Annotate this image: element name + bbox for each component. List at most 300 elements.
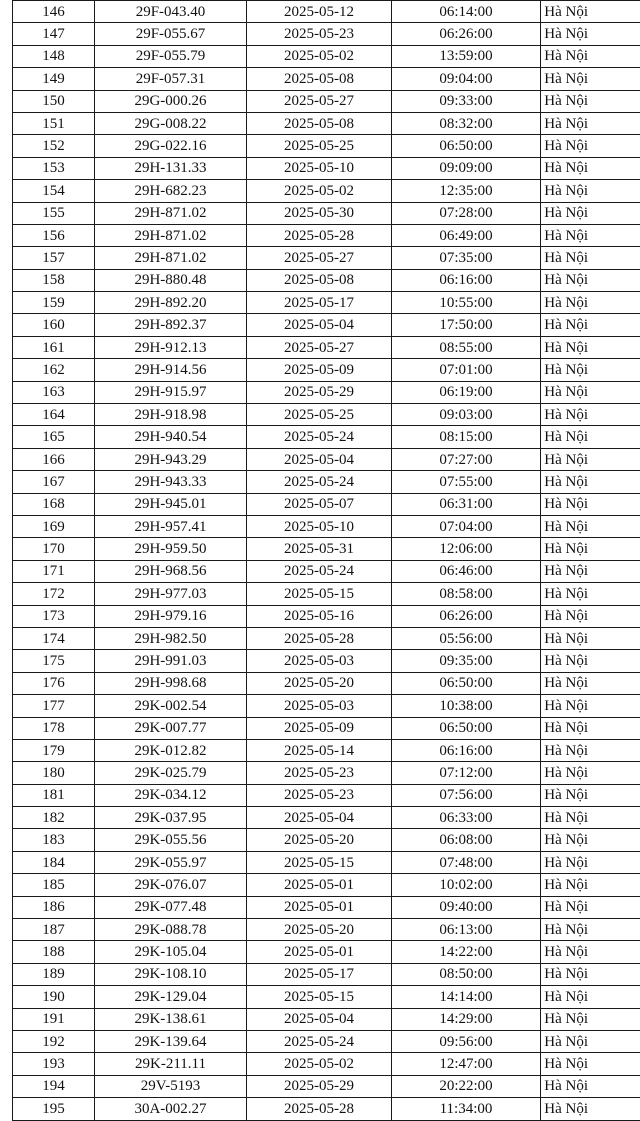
row-number-cell: 154 bbox=[13, 180, 95, 202]
table-row bbox=[13, 1098, 640, 1120]
table-row bbox=[13, 359, 640, 381]
location-cell: Hà Nội bbox=[541, 90, 640, 112]
row-number-cell: 163 bbox=[13, 381, 95, 403]
time-cell: 14:29:00 bbox=[392, 1008, 541, 1030]
date-cell: 2025-05-15 bbox=[247, 986, 392, 1008]
date-cell: 2025-05-08 bbox=[247, 112, 392, 134]
date-cell: 2025-05-01 bbox=[247, 896, 392, 918]
date-cell: 2025-05-27 bbox=[247, 336, 392, 358]
row-number-cell: 195 bbox=[13, 1098, 95, 1120]
row-number-cell: 164 bbox=[13, 404, 95, 426]
time-cell: 09:56:00 bbox=[392, 1030, 541, 1052]
row-number-cell: 182 bbox=[13, 807, 95, 829]
location-cell: Hà Nội bbox=[541, 493, 640, 515]
row-number-cell: 162 bbox=[13, 359, 95, 381]
date-cell: 2025-05-27 bbox=[247, 90, 392, 112]
date-cell: 2025-05-24 bbox=[247, 1030, 392, 1052]
row-number-cell: 158 bbox=[13, 269, 95, 291]
date-cell: 2025-05-09 bbox=[247, 717, 392, 739]
location-cell: Hà Nội bbox=[541, 1098, 640, 1120]
date-cell: 2025-05-14 bbox=[247, 739, 392, 761]
location-cell: Hà Nội bbox=[541, 1, 640, 23]
violation-list-sheet bbox=[12, 0, 640, 1121]
date-cell: 2025-05-09 bbox=[247, 359, 392, 381]
row-number-cell: 148 bbox=[13, 45, 95, 67]
table-row bbox=[13, 829, 640, 851]
time-cell: 09:40:00 bbox=[392, 896, 541, 918]
violation-table bbox=[12, 0, 640, 1121]
row-number-cell: 191 bbox=[13, 1008, 95, 1030]
license-plate-cell: 29H-977.03 bbox=[95, 583, 247, 605]
time-cell: 08:50:00 bbox=[392, 963, 541, 985]
time-cell: 13:59:00 bbox=[392, 45, 541, 67]
time-cell: 06:16:00 bbox=[392, 269, 541, 291]
row-number-cell: 174 bbox=[13, 627, 95, 649]
row-number-cell: 171 bbox=[13, 560, 95, 582]
time-cell: 07:27:00 bbox=[392, 448, 541, 470]
table-row bbox=[13, 851, 640, 873]
time-cell: 06:50:00 bbox=[392, 717, 541, 739]
license-plate-cell: 29H-945.01 bbox=[95, 493, 247, 515]
license-plate-cell: 29F-055.79 bbox=[95, 45, 247, 67]
date-cell: 2025-05-08 bbox=[247, 269, 392, 291]
date-cell: 2025-05-12 bbox=[247, 1, 392, 23]
time-cell: 06:50:00 bbox=[392, 672, 541, 694]
time-cell: 07:01:00 bbox=[392, 359, 541, 381]
location-cell: Hà Nội bbox=[541, 515, 640, 537]
license-plate-cell: 29K-002.54 bbox=[95, 695, 247, 717]
license-plate-cell: 29K-138.61 bbox=[95, 1008, 247, 1030]
license-plate-cell: 29K-034.12 bbox=[95, 784, 247, 806]
row-number-cell: 149 bbox=[13, 68, 95, 90]
date-cell: 2025-05-28 bbox=[247, 627, 392, 649]
date-cell: 2025-05-20 bbox=[247, 672, 392, 694]
location-cell: Hà Nội bbox=[541, 23, 640, 45]
table-row bbox=[13, 963, 640, 985]
location-cell: Hà Nội bbox=[541, 717, 640, 739]
date-cell: 2025-05-16 bbox=[247, 605, 392, 627]
location-cell: Hà Nội bbox=[541, 292, 640, 314]
row-number-cell: 193 bbox=[13, 1053, 95, 1075]
table-row bbox=[13, 762, 640, 784]
license-plate-cell: 29H-979.16 bbox=[95, 605, 247, 627]
date-cell: 2025-05-03 bbox=[247, 650, 392, 672]
table-row bbox=[13, 112, 640, 134]
date-cell: 2025-05-15 bbox=[247, 583, 392, 605]
table-row bbox=[13, 784, 640, 806]
license-plate-cell: 29H-912.13 bbox=[95, 336, 247, 358]
date-cell: 2025-05-01 bbox=[247, 941, 392, 963]
location-cell: Hà Nội bbox=[541, 896, 640, 918]
row-number-cell: 161 bbox=[13, 336, 95, 358]
time-cell: 12:47:00 bbox=[392, 1053, 541, 1075]
license-plate-cell: 29H-943.33 bbox=[95, 471, 247, 493]
table-row bbox=[13, 538, 640, 560]
row-number-cell: 168 bbox=[13, 493, 95, 515]
row-number-cell: 152 bbox=[13, 135, 95, 157]
table-row bbox=[13, 627, 640, 649]
table-row bbox=[13, 23, 640, 45]
license-plate-cell: 29G-022.16 bbox=[95, 135, 247, 157]
table-row bbox=[13, 314, 640, 336]
location-cell: Hà Nội bbox=[541, 359, 640, 381]
table-row bbox=[13, 1075, 640, 1097]
row-number-cell: 177 bbox=[13, 695, 95, 717]
time-cell: 14:22:00 bbox=[392, 941, 541, 963]
license-plate-cell: 29K-077.48 bbox=[95, 896, 247, 918]
row-number-cell: 153 bbox=[13, 157, 95, 179]
table-row bbox=[13, 1008, 640, 1030]
date-cell: 2025-05-08 bbox=[247, 68, 392, 90]
table-row bbox=[13, 135, 640, 157]
location-cell: Hà Nội bbox=[541, 605, 640, 627]
table-row bbox=[13, 90, 640, 112]
license-plate-cell: 29H-682.23 bbox=[95, 180, 247, 202]
table-row bbox=[13, 493, 640, 515]
date-cell: 2025-05-25 bbox=[247, 404, 392, 426]
table-row bbox=[13, 650, 640, 672]
time-cell: 17:50:00 bbox=[392, 314, 541, 336]
table-row bbox=[13, 381, 640, 403]
time-cell: 11:34:00 bbox=[392, 1098, 541, 1120]
time-cell: 06:46:00 bbox=[392, 560, 541, 582]
license-plate-cell: 29G-008.22 bbox=[95, 112, 247, 134]
location-cell: Hà Nội bbox=[541, 112, 640, 134]
time-cell: 09:03:00 bbox=[392, 404, 541, 426]
time-cell: 05:56:00 bbox=[392, 627, 541, 649]
date-cell: 2025-05-20 bbox=[247, 919, 392, 941]
location-cell: Hà Nội bbox=[541, 157, 640, 179]
license-plate-cell: 29G-000.26 bbox=[95, 90, 247, 112]
date-cell: 2025-05-23 bbox=[247, 762, 392, 784]
location-cell: Hà Nội bbox=[541, 1053, 640, 1075]
time-cell: 12:35:00 bbox=[392, 180, 541, 202]
time-cell: 06:08:00 bbox=[392, 829, 541, 851]
row-number-cell: 180 bbox=[13, 762, 95, 784]
license-plate-cell: 29H-998.68 bbox=[95, 672, 247, 694]
row-number-cell: 173 bbox=[13, 605, 95, 627]
location-cell: Hà Nội bbox=[541, 1075, 640, 1097]
license-plate-cell: 29H-982.50 bbox=[95, 627, 247, 649]
table-row bbox=[13, 269, 640, 291]
table-row bbox=[13, 1053, 640, 1075]
license-plate-cell: 29H-968.56 bbox=[95, 560, 247, 582]
table-row bbox=[13, 583, 640, 605]
row-number-cell: 150 bbox=[13, 90, 95, 112]
row-number-cell: 181 bbox=[13, 784, 95, 806]
date-cell: 2025-05-27 bbox=[247, 247, 392, 269]
table-row bbox=[13, 1030, 640, 1052]
table-row bbox=[13, 695, 640, 717]
license-plate-cell: 29K-105.04 bbox=[95, 941, 247, 963]
table-row bbox=[13, 717, 640, 739]
table-row bbox=[13, 180, 640, 202]
row-number-cell: 179 bbox=[13, 739, 95, 761]
date-cell: 2025-05-23 bbox=[247, 23, 392, 45]
time-cell: 07:28:00 bbox=[392, 202, 541, 224]
license-plate-cell: 29H-959.50 bbox=[95, 538, 247, 560]
table-row bbox=[13, 1, 640, 23]
table-row bbox=[13, 157, 640, 179]
location-cell: Hà Nội bbox=[541, 963, 640, 985]
table-row bbox=[13, 807, 640, 829]
location-cell: Hà Nội bbox=[541, 807, 640, 829]
time-cell: 07:56:00 bbox=[392, 784, 541, 806]
location-cell: Hà Nội bbox=[541, 45, 640, 67]
location-cell: Hà Nội bbox=[541, 426, 640, 448]
license-plate-cell: 29K-025.79 bbox=[95, 762, 247, 784]
license-plate-cell: 29H-892.20 bbox=[95, 292, 247, 314]
time-cell: 06:16:00 bbox=[392, 739, 541, 761]
location-cell: Hà Nội bbox=[541, 68, 640, 90]
row-number-cell: 156 bbox=[13, 224, 95, 246]
license-plate-cell: 29V-5193 bbox=[95, 1075, 247, 1097]
row-number-cell: 183 bbox=[13, 829, 95, 851]
time-cell: 10:02:00 bbox=[392, 874, 541, 896]
time-cell: 07:12:00 bbox=[392, 762, 541, 784]
location-cell: Hà Nội bbox=[541, 583, 640, 605]
license-plate-cell: 29H-940.54 bbox=[95, 426, 247, 448]
table-row bbox=[13, 874, 640, 896]
date-cell: 2025-05-04 bbox=[247, 448, 392, 470]
row-number-cell: 187 bbox=[13, 919, 95, 941]
row-number-cell: 166 bbox=[13, 448, 95, 470]
table-row bbox=[13, 68, 640, 90]
row-number-cell: 159 bbox=[13, 292, 95, 314]
location-cell: Hà Nội bbox=[541, 471, 640, 493]
license-plate-cell: 29K-037.95 bbox=[95, 807, 247, 829]
time-cell: 07:35:00 bbox=[392, 247, 541, 269]
location-cell: Hà Nội bbox=[541, 851, 640, 873]
license-plate-cell: 29F-055.67 bbox=[95, 23, 247, 45]
date-cell: 2025-05-03 bbox=[247, 695, 392, 717]
time-cell: 08:55:00 bbox=[392, 336, 541, 358]
date-cell: 2025-05-17 bbox=[247, 963, 392, 985]
table-row bbox=[13, 739, 640, 761]
time-cell: 20:22:00 bbox=[392, 1075, 541, 1097]
row-number-cell: 184 bbox=[13, 851, 95, 873]
date-cell: 2025-05-15 bbox=[247, 851, 392, 873]
license-plate-cell: 29K-211.11 bbox=[95, 1053, 247, 1075]
location-cell: Hà Nội bbox=[541, 941, 640, 963]
date-cell: 2025-05-02 bbox=[247, 1053, 392, 1075]
location-cell: Hà Nội bbox=[541, 135, 640, 157]
location-cell: Hà Nội bbox=[541, 336, 640, 358]
license-plate-cell: 29K-007.77 bbox=[95, 717, 247, 739]
table-row bbox=[13, 45, 640, 67]
date-cell: 2025-05-24 bbox=[247, 471, 392, 493]
time-cell: 09:09:00 bbox=[392, 157, 541, 179]
row-number-cell: 188 bbox=[13, 941, 95, 963]
location-cell: Hà Nội bbox=[541, 1030, 640, 1052]
time-cell: 08:58:00 bbox=[392, 583, 541, 605]
time-cell: 09:04:00 bbox=[392, 68, 541, 90]
license-plate-cell: 29H-915.97 bbox=[95, 381, 247, 403]
location-cell: Hà Nội bbox=[541, 986, 640, 1008]
table-row bbox=[13, 515, 640, 537]
location-cell: Hà Nội bbox=[541, 672, 640, 694]
location-cell: Hà Nội bbox=[541, 404, 640, 426]
license-plate-cell: 29H-871.02 bbox=[95, 202, 247, 224]
time-cell: 06:26:00 bbox=[392, 23, 541, 45]
location-cell: Hà Nội bbox=[541, 202, 640, 224]
location-cell: Hà Nội bbox=[541, 314, 640, 336]
row-number-cell: 186 bbox=[13, 896, 95, 918]
location-cell: Hà Nội bbox=[541, 180, 640, 202]
time-cell: 10:38:00 bbox=[392, 695, 541, 717]
time-cell: 06:14:00 bbox=[392, 1, 541, 23]
license-plate-cell: 30A-002.27 bbox=[95, 1098, 247, 1120]
location-cell: Hà Nội bbox=[541, 269, 640, 291]
time-cell: 08:32:00 bbox=[392, 112, 541, 134]
table-row bbox=[13, 404, 640, 426]
date-cell: 2025-05-07 bbox=[247, 493, 392, 515]
row-number-cell: 165 bbox=[13, 426, 95, 448]
time-cell: 12:06:00 bbox=[392, 538, 541, 560]
time-cell: 06:19:00 bbox=[392, 381, 541, 403]
license-plate-cell: 29H-892.37 bbox=[95, 314, 247, 336]
date-cell: 2025-05-02 bbox=[247, 45, 392, 67]
time-cell: 09:35:00 bbox=[392, 650, 541, 672]
row-number-cell: 151 bbox=[13, 112, 95, 134]
date-cell: 2025-05-04 bbox=[247, 314, 392, 336]
table-row bbox=[13, 448, 640, 470]
row-number-cell: 157 bbox=[13, 247, 95, 269]
date-cell: 2025-05-02 bbox=[247, 180, 392, 202]
row-number-cell: 175 bbox=[13, 650, 95, 672]
location-cell: Hà Nội bbox=[541, 1008, 640, 1030]
violation-table-body bbox=[13, 1, 640, 1121]
table-row bbox=[13, 560, 640, 582]
license-plate-cell: 29H-871.02 bbox=[95, 224, 247, 246]
date-cell: 2025-05-31 bbox=[247, 538, 392, 560]
row-number-cell: 146 bbox=[13, 1, 95, 23]
row-number-cell: 155 bbox=[13, 202, 95, 224]
license-plate-cell: 29F-057.31 bbox=[95, 68, 247, 90]
time-cell: 09:33:00 bbox=[392, 90, 541, 112]
table-row bbox=[13, 605, 640, 627]
date-cell: 2025-05-28 bbox=[247, 224, 392, 246]
table-row bbox=[13, 224, 640, 246]
license-plate-cell: 29F-043.40 bbox=[95, 1, 247, 23]
row-number-cell: 167 bbox=[13, 471, 95, 493]
time-cell: 08:15:00 bbox=[392, 426, 541, 448]
date-cell: 2025-05-25 bbox=[247, 135, 392, 157]
time-cell: 06:31:00 bbox=[392, 493, 541, 515]
location-cell: Hà Nội bbox=[541, 874, 640, 896]
date-cell: 2025-05-23 bbox=[247, 784, 392, 806]
row-number-cell: 160 bbox=[13, 314, 95, 336]
table-row bbox=[13, 471, 640, 493]
license-plate-cell: 29K-055.56 bbox=[95, 829, 247, 851]
location-cell: Hà Nội bbox=[541, 919, 640, 941]
time-cell: 07:04:00 bbox=[392, 515, 541, 537]
license-plate-cell: 29H-131.33 bbox=[95, 157, 247, 179]
row-number-cell: 190 bbox=[13, 986, 95, 1008]
table-row bbox=[13, 941, 640, 963]
license-plate-cell: 29K-076.07 bbox=[95, 874, 247, 896]
location-cell: Hà Nội bbox=[541, 560, 640, 582]
row-number-cell: 194 bbox=[13, 1075, 95, 1097]
row-number-cell: 172 bbox=[13, 583, 95, 605]
time-cell: 14:14:00 bbox=[392, 986, 541, 1008]
date-cell: 2025-05-30 bbox=[247, 202, 392, 224]
location-cell: Hà Nội bbox=[541, 627, 640, 649]
date-cell: 2025-05-04 bbox=[247, 807, 392, 829]
row-number-cell: 147 bbox=[13, 23, 95, 45]
location-cell: Hà Nội bbox=[541, 448, 640, 470]
location-cell: Hà Nội bbox=[541, 739, 640, 761]
location-cell: Hà Nội bbox=[541, 650, 640, 672]
row-number-cell: 176 bbox=[13, 672, 95, 694]
location-cell: Hà Nội bbox=[541, 829, 640, 851]
row-number-cell: 169 bbox=[13, 515, 95, 537]
table-row bbox=[13, 426, 640, 448]
location-cell: Hà Nội bbox=[541, 762, 640, 784]
date-cell: 2025-05-10 bbox=[247, 157, 392, 179]
date-cell: 2025-05-28 bbox=[247, 1098, 392, 1120]
license-plate-cell: 29K-129.04 bbox=[95, 986, 247, 1008]
date-cell: 2025-05-24 bbox=[247, 560, 392, 582]
table-row bbox=[13, 672, 640, 694]
row-number-cell: 185 bbox=[13, 874, 95, 896]
license-plate-cell: 29H-914.56 bbox=[95, 359, 247, 381]
license-plate-cell: 29K-055.97 bbox=[95, 851, 247, 873]
time-cell: 06:49:00 bbox=[392, 224, 541, 246]
row-number-cell: 189 bbox=[13, 963, 95, 985]
license-plate-cell: 29H-880.48 bbox=[95, 269, 247, 291]
location-cell: Hà Nội bbox=[541, 247, 640, 269]
table-row bbox=[13, 247, 640, 269]
license-plate-cell: 29K-012.82 bbox=[95, 739, 247, 761]
license-plate-cell: 29H-957.41 bbox=[95, 515, 247, 537]
time-cell: 10:55:00 bbox=[392, 292, 541, 314]
license-plate-cell: 29H-943.29 bbox=[95, 448, 247, 470]
date-cell: 2025-05-29 bbox=[247, 1075, 392, 1097]
date-cell: 2025-05-17 bbox=[247, 292, 392, 314]
location-cell: Hà Nội bbox=[541, 381, 640, 403]
table-row bbox=[13, 202, 640, 224]
table-row bbox=[13, 919, 640, 941]
license-plate-cell: 29H-918.98 bbox=[95, 404, 247, 426]
license-plate-cell: 29H-991.03 bbox=[95, 650, 247, 672]
date-cell: 2025-05-04 bbox=[247, 1008, 392, 1030]
time-cell: 07:55:00 bbox=[392, 471, 541, 493]
date-cell: 2025-05-29 bbox=[247, 381, 392, 403]
time-cell: 07:48:00 bbox=[392, 851, 541, 873]
time-cell: 06:50:00 bbox=[392, 135, 541, 157]
license-plate-cell: 29K-088.78 bbox=[95, 919, 247, 941]
row-number-cell: 170 bbox=[13, 538, 95, 560]
row-number-cell: 178 bbox=[13, 717, 95, 739]
license-plate-cell: 29H-871.02 bbox=[95, 247, 247, 269]
license-plate-cell: 29K-139.64 bbox=[95, 1030, 247, 1052]
time-cell: 06:26:00 bbox=[392, 605, 541, 627]
table-row bbox=[13, 986, 640, 1008]
time-cell: 06:33:00 bbox=[392, 807, 541, 829]
date-cell: 2025-05-10 bbox=[247, 515, 392, 537]
table-row bbox=[13, 336, 640, 358]
row-number-cell: 192 bbox=[13, 1030, 95, 1052]
location-cell: Hà Nội bbox=[541, 695, 640, 717]
time-cell: 06:13:00 bbox=[392, 919, 541, 941]
license-plate-cell: 29K-108.10 bbox=[95, 963, 247, 985]
location-cell: Hà Nội bbox=[541, 538, 640, 560]
location-cell: Hà Nội bbox=[541, 784, 640, 806]
location-cell: Hà Nội bbox=[541, 224, 640, 246]
table-row bbox=[13, 896, 640, 918]
date-cell: 2025-05-24 bbox=[247, 426, 392, 448]
